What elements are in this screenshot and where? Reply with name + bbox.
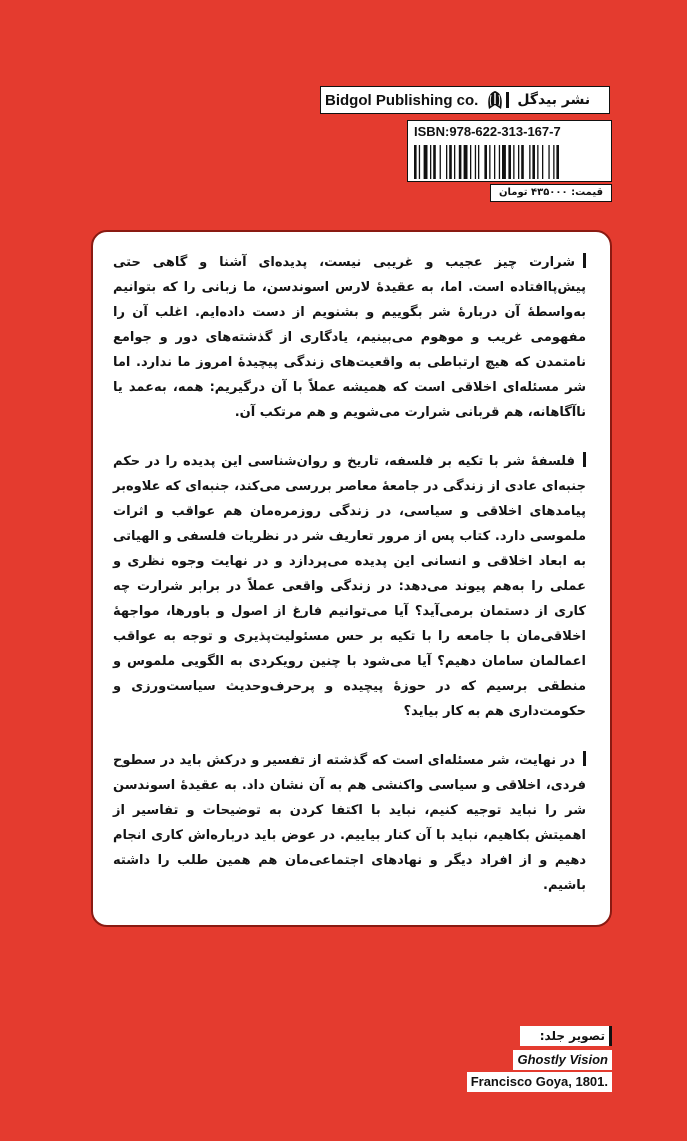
barcode-bar [454, 145, 455, 179]
barcode-bar [556, 145, 559, 179]
barcode-bar [433, 145, 436, 179]
barcode-bar [484, 145, 487, 179]
barcode-bar [464, 145, 468, 179]
barcode-bar [553, 145, 554, 179]
barcode-bar [499, 145, 500, 179]
barcode-bar [537, 145, 538, 179]
cover-credit-title: Ghostly Vision [513, 1050, 612, 1070]
barcode-bar [470, 145, 471, 179]
cover-credit-label: تصویر جلد: [520, 1026, 612, 1046]
blurb-paragraph-2-text: فلسفهٔ شر با تکیه بر فلسفه، تاریخ و روان‌شناسی این پدیده را در حکم جنبه‌ای عادی از زندگی در جامعهٔ معاصر بررسی می‌کند، جنبه‌ای که علاوه‌بر پیامدهای اخلاقی و سیاسی، در زندگی روزمره‌مان هم عواقب و اثرات ملموسی دارد. کتاب پس از مرور تعاریف شر در نظریات فلسفی و الهیاتی به ابعاد اخلاقی و انسانی این پدیده می‌پردازد و در نهایت وجوه نظری و عملی را به‌هم پیوند می‌دهد: در زندگی واقعی عملاً در برابر شرارت چه کاری از دستمان برمی‌آید؟ آیا می‌توانیم فارغ از اصول و باورها، مواجههٔ اخلاقی‌مان با جامعه را با تکیه بر حس مسئولیت‌پذیری و توجه به عواقب اعمالمان سامان دهیم؟ آیا می‌شود با چنین رویکردی به الگویی ملموس و منطقی برسیم که در حوزهٔ پیچیده و پرحرف‌وحدیث سیاست‌ورزی و حکومت‌داری هم به کار بیاید؟ [113, 454, 586, 719]
barcode-bar [449, 145, 452, 179]
barcode-bar [502, 145, 506, 179]
barcode-bar [518, 145, 519, 179]
publisher-label [320, 86, 610, 114]
barcode-bar [459, 145, 462, 179]
barcode-bar [542, 145, 543, 179]
blurb-paragraph-1 [113, 250, 586, 425]
cover-credit-artist: Francisco Goya, 1801. [467, 1072, 612, 1092]
barcode-bar [446, 145, 447, 179]
paragraph-marker [583, 253, 586, 268]
barcode-bar [548, 145, 549, 179]
barcode-bar [424, 145, 428, 179]
barcode-bar [430, 145, 431, 179]
barcode-bar [478, 145, 479, 179]
barcode-bar [529, 145, 530, 179]
barcode-bar [532, 145, 535, 179]
barcode-bars [410, 145, 610, 179]
barcode-bar [475, 145, 476, 179]
barcode-box [407, 120, 612, 182]
barcode-bar [419, 145, 420, 179]
blurb-paragraph-2 [113, 449, 586, 724]
blurb-panel [91, 230, 612, 927]
barcode-bar [489, 145, 490, 179]
blurb-paragraph-3 [113, 748, 586, 898]
price-label: قیمت: ۴۳۵۰۰۰ تومان [490, 184, 612, 202]
blurb-paragraph-3-text: در نهایت، شر مسئله‌ای است که گذشته از تفسیر و درکش باید در سطوح فردی، اخلاقی و سیاسی واکنشی هم به آن نشان داد. به عقیدهٔ اسوندسن شر را نباید توجیه کنیم، نباید با اکتفا کردن به توضیحات و تفاسیر از اهمیتش بکاهیم، نباید با آن کنار بیاییم. در عوض باید درباره‌اش کاری انجام دهیم و از افراد دیگر و نهادهای اجتماعی‌مان هم همین طلب را داشته باشیم. [113, 753, 586, 893]
barcode-bar [494, 145, 495, 179]
book-pages-icon [484, 88, 506, 112]
barcode-bar [521, 145, 524, 179]
barcode-bar [513, 145, 514, 179]
isbn-text: ISBN:978-622-313-167-7 [414, 124, 561, 139]
barcode-bar [508, 145, 511, 179]
paragraph-marker [583, 751, 586, 766]
publisher-name-en: Bidgol Publishing co. [325, 91, 479, 109]
publisher-name-fa: نشر بیدگل [506, 92, 598, 108]
paragraph-marker [583, 452, 586, 467]
barcode-bar [414, 145, 417, 179]
blurb-paragraph-1-text: شرارت چیز عجیب و غریبی نیست، پدیده‌ای آشنا و گاهی حتی پیش‌پاافتاده است. اما، به عقیدهٔ لارس اسوندسن، ما زبانی را که بتوانیم به‌واسطهٔ آن دربارهٔ شر بگوییم و بشنویم از دست داده‌ایم. اغلب آن را مفهومی غریب و موهوم می‌بینیم، یادگاری از گذشته‌های دور و جوامع نامتمدن که هیچ ارتباطی به واقعیت‌های زندگی پیچیدهٔ امروز ما ندارد. اما شر مسئله‌ای اخلاقی است که همیشه عملاً با آن درگیریم: همه، به‌عمد یا ناآگاهانه، هم قربانی شرارت می‌شویم و هم مرتکب آن. [113, 255, 586, 420]
barcode-bar [440, 145, 441, 179]
